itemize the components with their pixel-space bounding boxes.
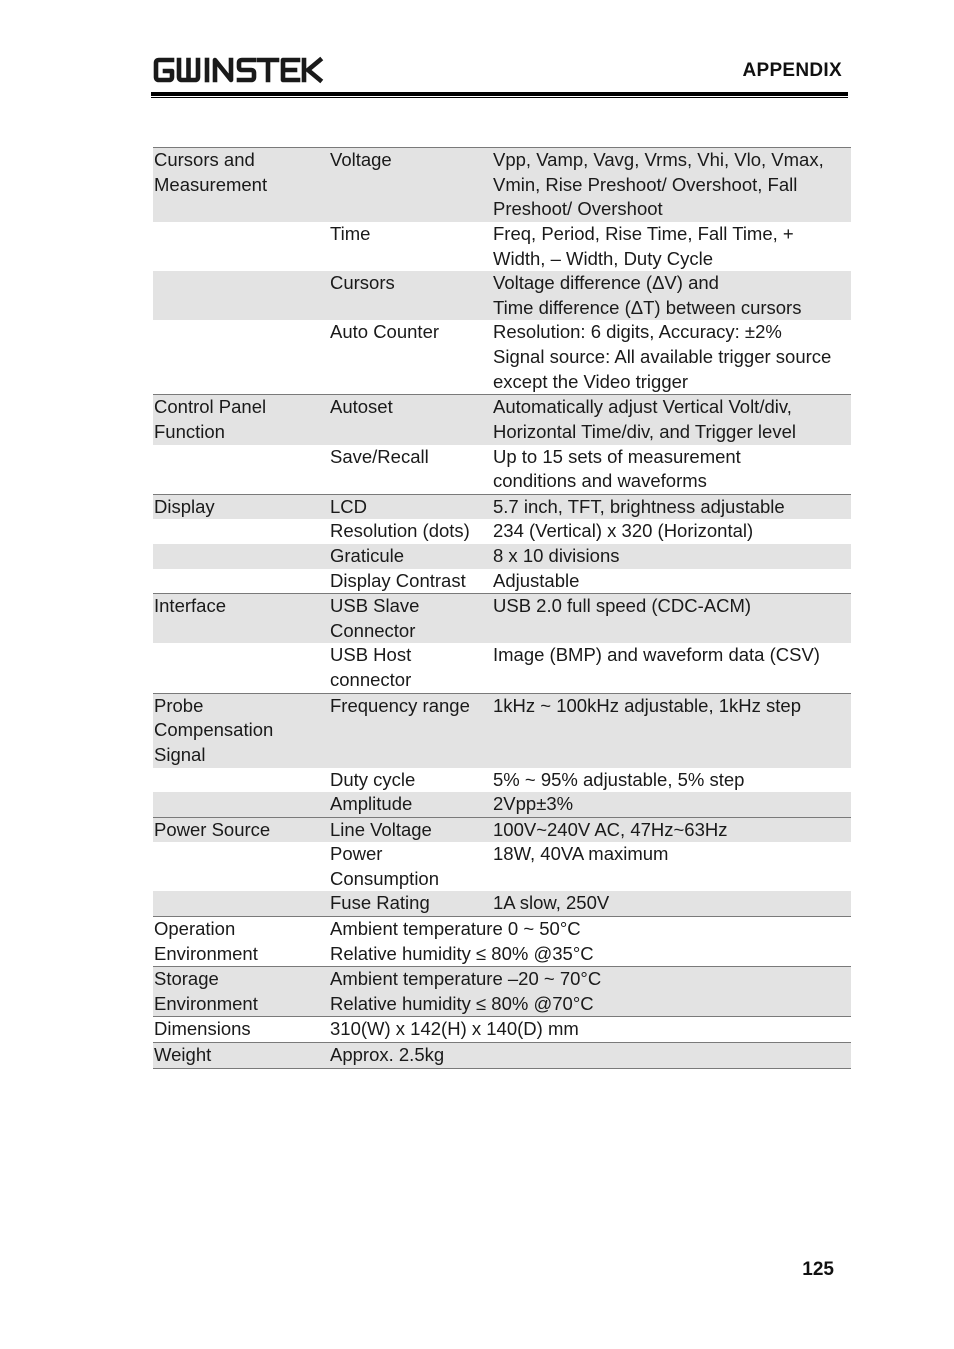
category-cell [153,792,330,817]
logo-graphic [152,55,324,85]
spec-row [153,445,851,494]
specification-cell [493,768,851,793]
spec-row [153,966,851,1016]
item-cell-line: Duty cycle [330,768,416,790]
specification-cell [493,643,851,692]
specification-cell [493,395,851,444]
item-cell [330,643,493,692]
specification-cell-line: Freq, Period, Rise Time, Fall Time, + [493,223,794,244]
category-cell [153,544,330,569]
header-rule-thin [151,97,848,98]
item-cell-line: Fuse Rating [330,892,430,914]
item-cell-line: Auto Counter [330,321,440,343]
item-cell-line: Power [330,843,383,865]
specification-cell-line: 2Vpp±3% [493,793,574,815]
spec-row [153,593,851,643]
specification-cell-line: 234 (Vertical) x 320 (Horizontal) [493,520,754,542]
category-cell-line: Storage [154,968,219,990]
spec-row [153,394,851,444]
item-cell [330,569,493,594]
item-cell [330,818,493,843]
category-cell-line: Measurement [154,173,268,195]
specification-cell-line: 310(W) x 142(H) x 140(D) mm [330,1018,579,1040]
specification-cell [493,271,851,320]
category-cell-line: Dimensions [154,1018,251,1040]
specification-cell [493,519,851,544]
spec-row [153,569,851,594]
item-cell-line: USB Host [330,644,412,666]
item-cell [330,148,493,222]
specifications-table [153,147,851,1069]
category-cell [153,917,330,966]
category-cell [153,519,330,544]
specification-cell-line: 1kHz ~ 100kHz adjustable, 1kHz step [493,694,801,716]
specification-cell-line: Image (BMP) and waveform data (CSV) [493,644,820,666]
category-cell-line: Function [154,420,225,442]
item-cell-line: USB Slave [330,595,420,617]
item-cell-line: Line Voltage [330,818,432,840]
specification-cell [493,544,851,569]
category-cell-line: Power Source [154,818,271,840]
specification-cell [493,891,851,916]
item-cell-line: connector [330,668,412,690]
specification-cell [493,445,851,494]
item-cell [330,694,493,768]
item-cell [330,544,493,569]
specification-cell-line: Resolution: 6 digits, Accuracy: ±2% [493,321,782,343]
specification-cell-line: Automatically adjust Vertical Volt/div, [493,396,792,418]
category-cell [153,222,330,271]
specification-cell-line: Up to 15 sets of measurement [493,445,741,467]
item-cell-line: Time [330,223,371,244]
category-cell-line: Signal [154,743,206,765]
category-cell-line: Environment [154,992,258,1014]
spec-row [153,544,851,569]
specification-cell-line: except the Video trigger [493,370,689,392]
gw-instek-logo [152,55,324,85]
specification-cell [493,148,851,222]
item-cell [330,768,493,793]
category-cell-line: Operation [154,918,236,940]
item-cell-line: Autoset [330,396,393,418]
category-cell [153,768,330,793]
item-cell-line: Display Contrast [330,569,466,591]
spec-row [153,320,851,394]
category-cell [153,495,330,520]
specification-cell [330,1043,851,1068]
item-cell [330,519,493,544]
category-cell [153,320,330,394]
item-cell [330,891,493,916]
item-cell-line: Graticule [330,544,405,566]
item-cell [330,445,493,494]
category-cell [153,594,330,643]
specification-cell-line: Signal source: All available trigger source [493,345,832,367]
item-cell [330,495,493,520]
spec-row [153,768,851,793]
spec-row [153,147,851,222]
specification-cell-line: Ambient temperature –20 ~ 70°C [330,968,602,990]
specification-cell-line: Time difference (ΔT) between cursors [493,296,802,318]
specification-cell-line: 100V~240V AC, 47Hz~63Hz [493,818,728,840]
section-title: APPENDIX [742,60,842,81]
category-cell [153,1043,330,1068]
item-cell-line: Consumption [330,867,440,889]
category-cell [153,891,330,916]
category-cell [153,694,330,768]
category-cell [153,271,330,320]
spec-row [153,792,851,817]
category-cell [153,395,330,444]
specification-cell [493,792,851,817]
specification-cell-line: Vmin, Rise Preshoot/ Overshoot, Fall [493,173,798,195]
item-cell [330,320,493,394]
specification-cell-line: Ambient temperature 0 ~ 50°C [330,918,581,940]
category-cell [153,842,330,891]
specification-cell [493,495,851,520]
category-cell [153,967,330,1016]
spec-row [153,643,851,692]
specification-cell-line: Approx. 2.5kg [330,1044,445,1066]
specification-cell [493,694,851,768]
category-cell-line: Environment [154,942,258,964]
specification-cell-line: conditions and waveforms [493,470,707,492]
category-cell-line: Interface [154,595,226,617]
category-cell-line: Display [154,495,215,517]
specification-cell [493,222,851,271]
specification-cell-line: Preshoot/ Overshoot [493,198,663,220]
category-cell-line: Control Panel [154,396,267,418]
specification-cell [330,917,851,966]
spec-row [153,494,851,520]
spec-row [153,519,851,544]
category-cell [153,569,330,594]
item-cell [330,792,493,817]
spec-row [153,916,851,966]
category-cell-line: Cursors and [154,149,255,170]
spec-row [153,271,851,320]
page-number: 125 [802,1259,834,1280]
specification-cell-line: 1A slow, 250V [493,892,610,914]
specification-cell [493,818,851,843]
specification-cell [330,1017,851,1042]
category-cell [153,643,330,692]
spec-row [153,693,851,768]
item-cell [330,594,493,643]
spec-row [153,1042,851,1069]
spec-row [153,1016,851,1042]
specification-cell-line: 8 x 10 divisions [493,544,620,566]
item-cell-line: Resolution (dots) [330,520,470,542]
spec-row [153,842,851,891]
item-cell-line: Voltage [330,149,392,170]
item-cell [330,395,493,444]
specification-cell [330,967,851,1016]
specification-cell-line: USB 2.0 full speed (CDC-ACM) [493,595,752,617]
specification-cell-line: Adjustable [493,569,580,591]
item-cell-line: Connector [330,619,416,641]
specification-cell-line: 18W, 40VA maximum [493,843,669,865]
item-cell-line: Save/Recall [330,445,429,467]
item-cell-line: Frequency range [330,694,470,716]
category-cell [153,1017,330,1042]
category-cell [153,445,330,494]
item-cell-line: LCD [330,495,368,517]
spec-row [153,891,851,916]
specification-cell [493,320,851,394]
category-cell-line: Probe [154,694,204,716]
category-cell-line: Weight [154,1044,212,1066]
specification-cell-line: Horizontal Time/div, and Trigger level [493,420,796,442]
item-cell-line: Amplitude [330,793,413,815]
header-rule [151,92,848,96]
specification-cell-line: Voltage difference (ΔV) and [493,272,719,294]
item-cell [330,842,493,891]
specification-cell [493,569,851,594]
category-cell [153,818,330,843]
specification-cell-line: Relative humidity ≤ 80% @70°C [330,992,594,1014]
category-cell-line: Compensation [154,719,274,741]
item-cell [330,222,493,271]
specification-cell-line: Relative humidity ≤ 80% @35°C [330,942,594,964]
specification-cell-line: Width, – Width, Duty Cycle [493,247,714,269]
category-cell [153,148,330,222]
specification-cell-line: 5% ~ 95% adjustable, 5% step [493,768,745,790]
spec-row [153,817,851,843]
specification-cell [493,842,851,891]
item-cell-line: Cursors [330,272,395,294]
item-cell [330,271,493,320]
specification-cell-line: Vpp, Vamp, Vavg, Vrms, Vhi, Vlo, Vmax, [493,149,824,170]
specification-cell-line: 5.7 inch, TFT, brightness adjustable [493,495,785,517]
spec-row [153,222,851,271]
specification-cell [493,594,851,643]
